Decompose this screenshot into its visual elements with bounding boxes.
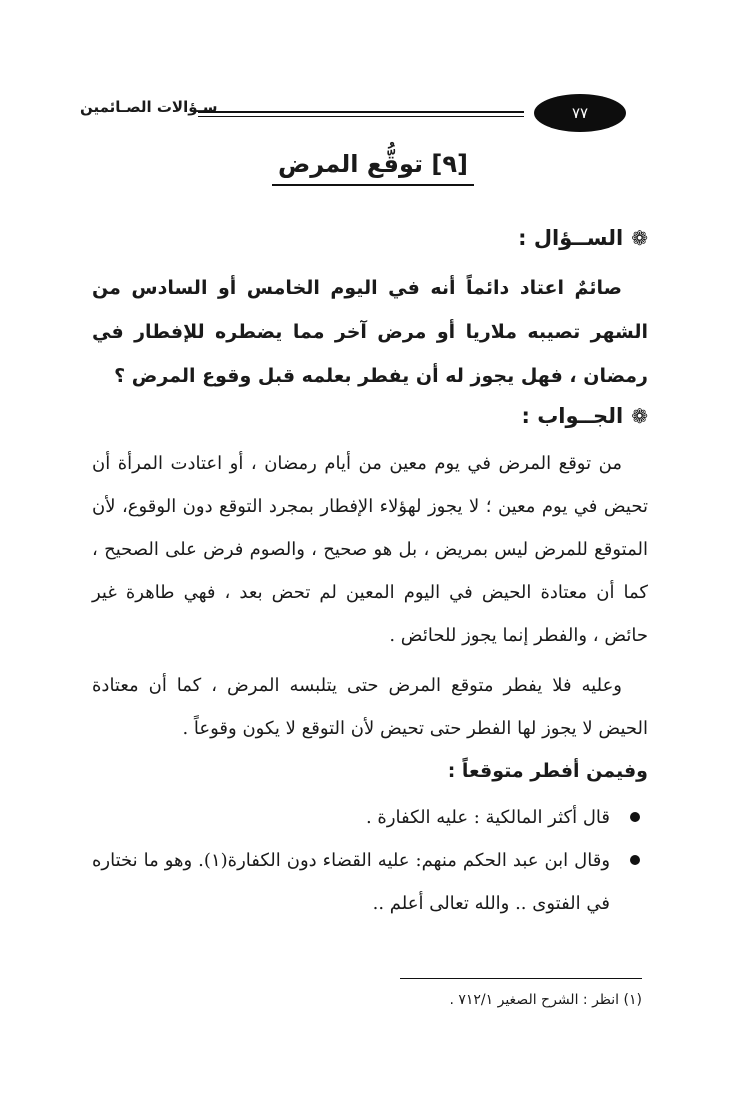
running-title: سـؤالات الصـائمين (80, 98, 218, 116)
chapter-title: [٩] توقُّع المرض (272, 150, 474, 186)
footnote-separator (400, 978, 642, 979)
footnote: (١) انظر : الشرح الصغير ٧١٢/١ . (449, 992, 642, 1008)
chapter-title-wrap (0, 150, 746, 186)
question-text: صائمٌ اعتاد دائماً أنه في اليوم الخامس أو السادس من الشهر تصيبه ملاريا أو مرض آخر مما يضطره للإفطار في رمضان ، فهل يجوز له أن يفطر بعلمه قبل وقوع المرض ؟ (92, 277, 648, 387)
list-item (92, 796, 648, 839)
page-number: ٧٧ (571, 104, 589, 122)
page-header (80, 88, 656, 138)
bullet-dot-icon (630, 812, 640, 822)
list-item-text: قال أكثر المالكية : عليه الكفارة . (365, 807, 610, 828)
answer-label: الجــواب : (521, 404, 624, 428)
answer-label-row (92, 404, 648, 428)
page-number-badge (534, 94, 626, 132)
opinions-list (92, 796, 648, 925)
header-rule (198, 111, 524, 117)
bullet-dot-icon (630, 855, 640, 865)
answer-paragraph-2: وعليه فلا يفطر متوقع المرض حتى يتلبسه المرض ، كما أن معتادة الحيض لا يجوز لها الفطر حتى تحيض لأن التوقع لا يكون وقوعاً . (92, 675, 648, 739)
list-item (92, 839, 648, 925)
opinions-subheading: وفيمن أفطر متوقعاً : (447, 760, 648, 782)
flower-ornament-icon: ❁ (631, 226, 648, 250)
question-label: الســؤال : (518, 226, 624, 250)
flower-ornament-icon: ❁ (631, 404, 648, 428)
list-item-text: وقال ابن عبد الحكم منهم: عليه القضاء دون الكفارة(١). وهو ما نختاره في الفتوى .. والله تعالى أعلم .. (92, 850, 611, 914)
question-label-row (92, 226, 648, 250)
answer-paragraph-1: من توقع المرض في يوم معين من أيام رمضان ، أو اعتادت المرأة أن تحيض في يوم معين ؛ لا يجوز لهؤلاء الإفطار بمجرد التوقع دون الوقوع، لأن المتوقع للمرض ليس بمريض ، بل هو صحيح ، والصوم فرض على الصحيح ، كما أن معتادة الحيض في اليوم المعين لم تحض بعد ، فهي طاهرة غير حائض ، والفطر إنما يجوز للحائض . (92, 453, 648, 646)
